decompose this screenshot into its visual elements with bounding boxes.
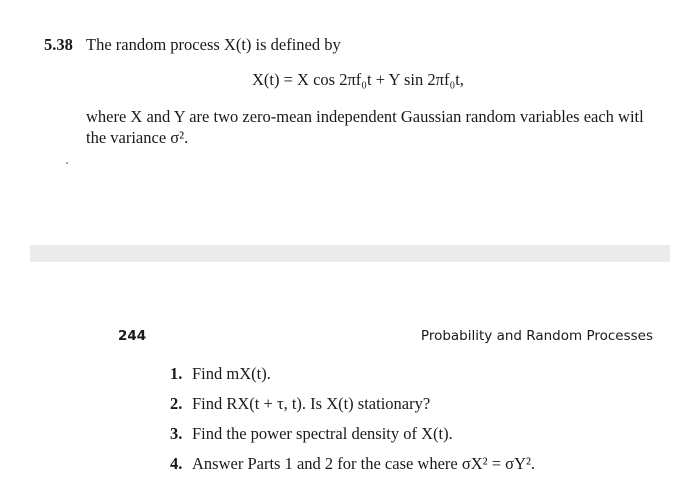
- part-text: Answer Parts 1 and 2 for the case where σX² = σY².: [192, 454, 536, 473]
- part-text: Find the power spectral density of X(t).: [192, 424, 453, 443]
- part-number: 3.: [170, 424, 183, 443]
- process-equation: X(t) = X cos 2πf₀t + Y sin 2πf₀t,: [252, 70, 464, 89]
- page-break-band: [30, 245, 670, 262]
- part-number: 4.: [170, 454, 183, 473]
- scan-speck: [66, 162, 68, 164]
- part-number: 1.: [170, 364, 183, 383]
- problem-description-line1: where X and Y are two zero-mean independent Gaussian random variables each witl: [86, 107, 644, 126]
- running-head: Probability and Random Processes: [420, 328, 653, 344]
- part-text: Find RX(t + τ, t). Is X(t) stationary?: [192, 394, 431, 413]
- problem-number: 5.38: [44, 35, 73, 54]
- problem-intro: The random process X(t) is defined by: [86, 35, 341, 54]
- list-item: [170, 456, 535, 472]
- part-number: 2.: [170, 394, 183, 413]
- problem-description-line2: the variance σ².: [86, 128, 189, 147]
- list-item: [170, 366, 535, 382]
- list-item: [170, 426, 535, 442]
- list-item: [170, 396, 535, 412]
- parts-list: [170, 366, 535, 486]
- part-text: Find mX(t).: [192, 364, 271, 383]
- page-number: 244: [118, 328, 147, 344]
